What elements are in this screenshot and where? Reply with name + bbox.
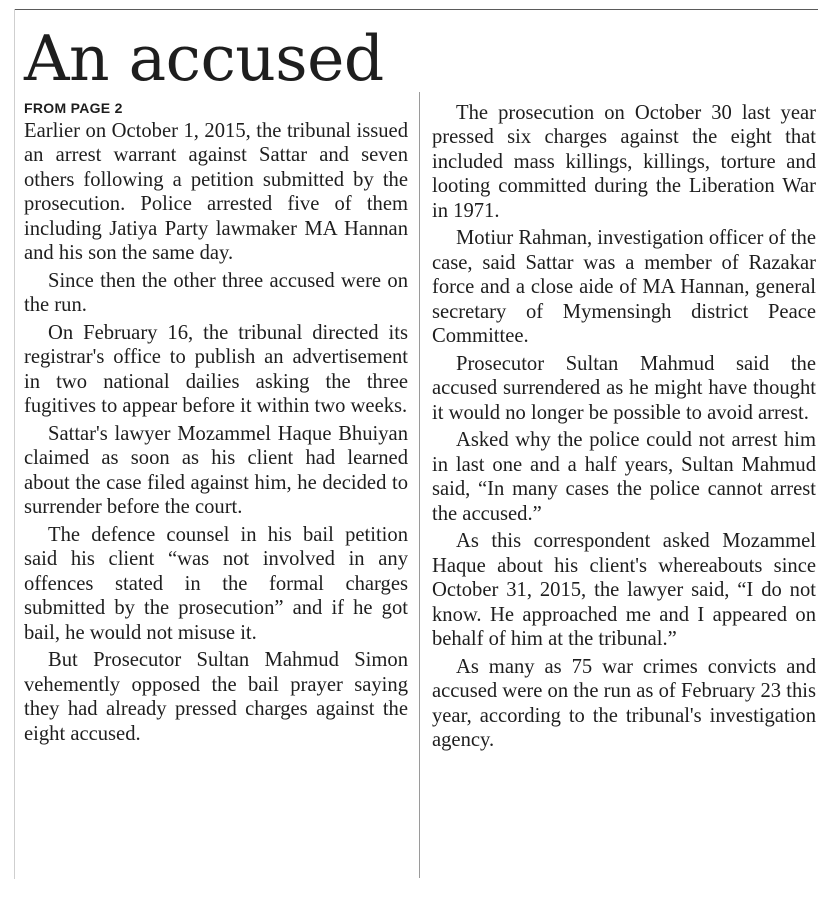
paragraph: But Prosecutor Sultan Mahmud Simon vehemently opposed the bail prayer saying they had already pressed charges against the eight accused. [24, 649, 408, 745]
paragraph: Motiur Rahman, investigation officer of the case, said Sattar was a member of Razakar force and a close aide of MA Hannan, general secretary of Mymensingh district Peace Committee. [432, 227, 816, 348]
paragraph: Earlier on October 1, 2015, the tribunal issued an arrest warrant against Sattar and seven others following a petition submitted by the prosecution. Police arrested five of them including Jatiya Party lawmaker MA Hannan and his son the same day. [24, 120, 408, 265]
paragraph: Sattar's lawyer Mozammel Haque Bhuiyan claimed as soon as his client had learned about the case filed against him, he decided to surrender before the court. [24, 423, 408, 519]
top-rule [14, 9, 818, 10]
left-edge-rule [14, 9, 15, 879]
paragraph: The defence counsel in his bail petition said his client “was not involved in any offences stated in the formal charges submitted by the prosecution” and if he got bail, he would not misuse it. [24, 524, 408, 644]
paragraph: Asked why the police could not arrest him in last one and a half years, Sultan Mahmud said, “In many cases the police cannot arrest the accused.” [432, 429, 816, 525]
headline: An accused [24, 22, 384, 95]
paragraph: As many as 75 war crimes convicts and accused were on the run as of February 23 this year, according to the tribunal's investigation agency. [432, 655, 816, 752]
kicker-from-page: FROM PAGE 2 [24, 100, 123, 116]
article-column-right [432, 101, 816, 756]
paragraph: Prosecutor Sultan Mahmud said the accused surrendered as he might have thought it would no longer be possible to avoid arrest. [432, 352, 816, 424]
column-divider [419, 92, 420, 878]
article-column-left [24, 100, 408, 750]
paragraph: Since then the other three accused were on the run. [24, 269, 408, 317]
paragraph: On February 16, the tribunal directed its registrar's office to publish an advertisement in two national dailies asking the three fugitives to appear before it within two weeks. [24, 322, 408, 418]
paragraph: As this correspondent asked Mozammel Haque about his client's whereabouts since October 31, 2015, the lawyer said, “I do not know. He approached me and I appeared on behalf of him at the tribunal.” [432, 530, 816, 651]
paragraph: The prosecution on October 30 last year pressed six charges against the eight that included mass killings, killings, torture and looting committed during the Liberation War in 1971. [432, 102, 816, 222]
